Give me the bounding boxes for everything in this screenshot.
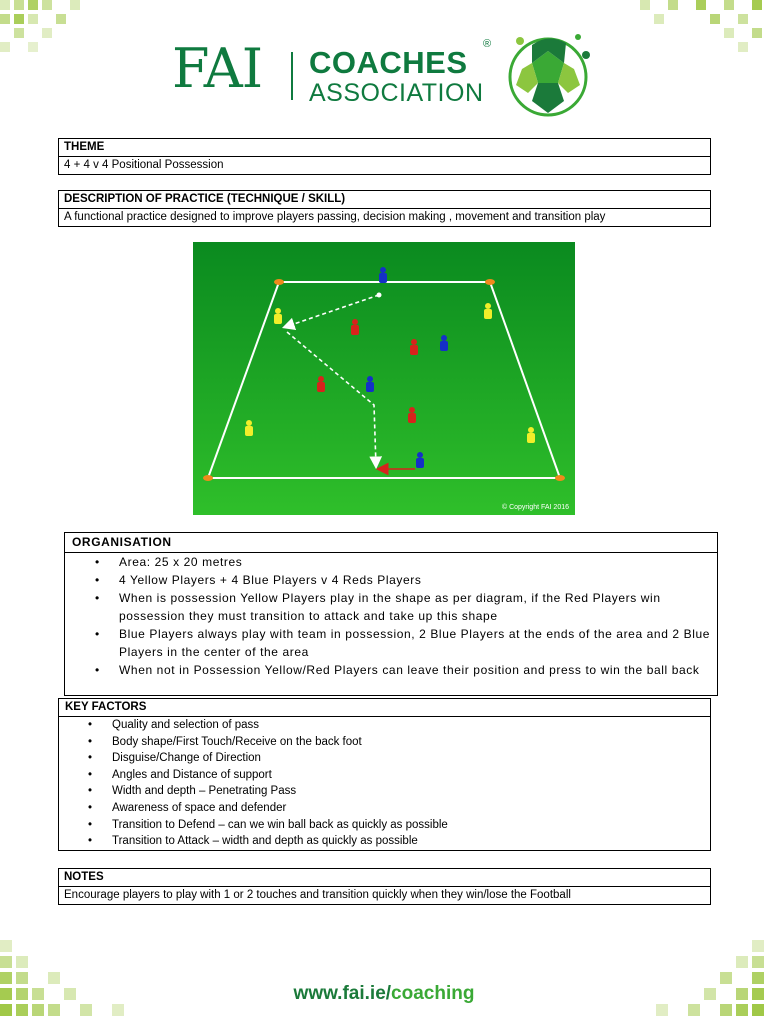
yellow-player <box>484 303 492 319</box>
key-factor-item: • Width and depth – Penetrating Pass <box>112 783 710 800</box>
organisation-item: • Blue Players always play with team in possession, 2 Blue Players at the ends of the area and 2 Blue Players in the center of the area <box>119 625 717 661</box>
theme-heading: THEME <box>59 139 711 157</box>
blue-player <box>366 376 374 392</box>
key-factor-item: • Body shape/First Touch/Receive on the back foot <box>112 734 710 751</box>
key-factors-box <box>58 698 711 851</box>
cone-bottom-right <box>555 475 565 481</box>
organisation-item: • When not in Possession Yellow/Red Players can leave their position and press to win the ball back <box>119 661 717 679</box>
key-factor-item: • Disguise/Change of Direction <box>112 750 710 767</box>
yellow-player <box>245 420 253 436</box>
key-factor-item: • Awareness of space and defender <box>112 800 710 817</box>
red-player <box>351 319 359 335</box>
decor-bottom-right <box>628 940 768 1024</box>
decor-bottom-left <box>0 940 140 1024</box>
description-heading: DESCRIPTION OF PRACTICE (TECHNIQUE / SKILL) <box>59 191 711 209</box>
key-factors-list <box>59 717 710 850</box>
theme-value: 4 + 4 v 4 Positional Possession <box>59 157 711 175</box>
pitch-svg <box>193 242 575 515</box>
key-factor-item: • Transition to Attack – width and depth as quickly as possible <box>112 833 710 850</box>
footer-url-main: www.fai.ie/ <box>293 983 392 1004</box>
logo-coaches-text: COACHES <box>309 45 468 80</box>
diagram-copyright: © Copyright FAI 2016 <box>501 504 569 511</box>
description-value: A functional practice designed to improve players passing, decision making , movement and transition play <box>59 209 711 227</box>
registered-mark: ® <box>483 38 492 50</box>
notes-table <box>58 868 711 905</box>
organisation-heading: ORGANISATION <box>65 533 717 553</box>
red-player <box>408 407 416 423</box>
cone-bottom-left <box>203 475 213 481</box>
football-logo-icon <box>502 27 594 119</box>
logo-fai-text: FAI <box>172 37 263 100</box>
decor-top-left <box>0 0 120 70</box>
notes-heading: NOTES <box>59 869 711 887</box>
footer-url-link[interactable] <box>0 983 768 1005</box>
logo-association-text: ASSOCIATION <box>309 79 484 107</box>
organisation-item: • 4 Yellow Players + 4 Blue Players v 4 Reds Players <box>119 571 717 589</box>
blue-player <box>379 267 387 283</box>
ball-icon <box>377 293 382 298</box>
yellow-player <box>274 308 282 324</box>
cone-top-left <box>274 279 284 285</box>
key-factor-item: • Angles and Distance of support <box>112 767 710 784</box>
organisation-item: • When is possession Yellow Players play in the shape as per diagram, if the Red Players win possession they must transition to attack and take up this shape <box>119 589 717 625</box>
organisation-list <box>65 553 717 679</box>
blue-player <box>416 452 424 468</box>
practice-diagram <box>193 242 575 515</box>
key-factor-item: • Transition to Defend – can we win ball back as quickly as possible <box>112 817 710 834</box>
description-table <box>58 190 711 227</box>
footer-url-accent: coaching <box>391 983 475 1004</box>
notes-value: Encourage players to play with 1 or 2 touches and transition quickly when they win/lose the Football <box>59 887 711 905</box>
theme-table <box>58 138 711 175</box>
cone-top-right <box>485 279 495 285</box>
organisation-box <box>64 532 718 696</box>
red-player <box>410 339 418 355</box>
key-factors-heading: KEY FACTORS <box>59 699 710 717</box>
organisation-item: • Area: 25 x 20 metres <box>119 553 717 571</box>
yellow-player <box>527 427 535 443</box>
logo-divider <box>291 52 293 100</box>
blue-player <box>440 335 448 351</box>
decor-top-right <box>640 0 768 70</box>
key-factor-item: • Quality and selection of pass <box>112 717 710 734</box>
red-player <box>317 376 325 392</box>
